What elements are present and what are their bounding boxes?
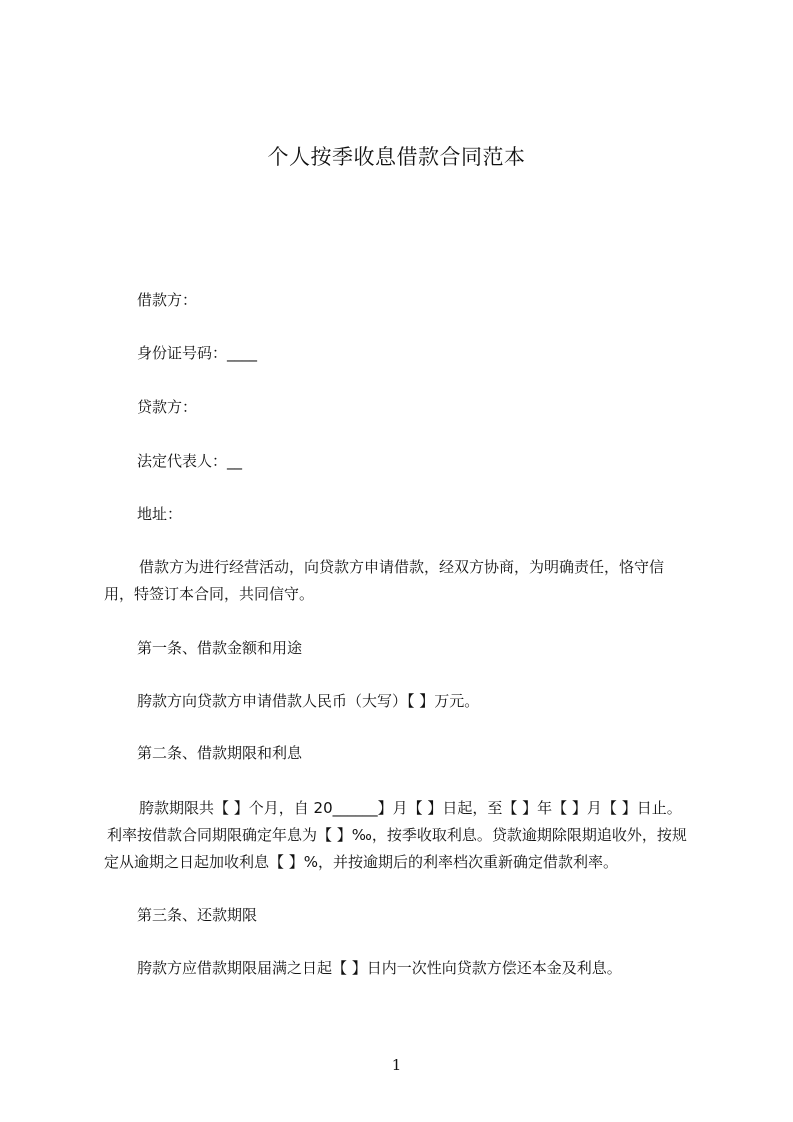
field-borrower: 借款方： — [137, 291, 198, 309]
article-3-text: 胯款方应借款期限届满之日起【 】日内一次性向贷款方偿还本金及利息。 — [137, 959, 622, 977]
article-2-heading: 第二条、借款期限和利息 — [137, 744, 303, 762]
field-id-number: 身份证号码：____ — [137, 344, 258, 362]
article-3-heading: 第三条、还款期限 — [137, 906, 258, 924]
article-1-heading: 第一条、借款金额和用途 — [137, 639, 303, 657]
field-legal-rep: 法定代表人：__ — [137, 452, 243, 470]
preamble-line-1: 借款方为进行经营活动，向贷款方申请借款，经双方协商，为明确责任，恪守信 — [139, 558, 665, 576]
document-title: 个人按季收息借款合同范本 — [267, 145, 526, 169]
article-2-line-2: 利率按借款合同期限确定年息为【 】‰，按季收取利息。贷款逾期除限期追收外，按规 — [107, 826, 687, 844]
field-address: 地址： — [137, 505, 183, 523]
preamble-line-2: 用，特签订本合同，共同信守。 — [104, 585, 315, 603]
article-2-line-1: 胯款期限共【 】个月，自 20______】月【 】日起，至【 】年【 】月【 】日止。 — [139, 799, 682, 817]
article-2-line-3: 定从逾期之日起加收利息【 】%，并按逾期后的利率档次重新确定借款利率。 — [104, 853, 619, 871]
article-1-text: 胯款方向贷款方申请借款人民币（大写）【 】万元。 — [137, 692, 480, 710]
page-number: 1 — [391, 1056, 402, 1074]
field-lender: 贷款方： — [137, 398, 198, 416]
